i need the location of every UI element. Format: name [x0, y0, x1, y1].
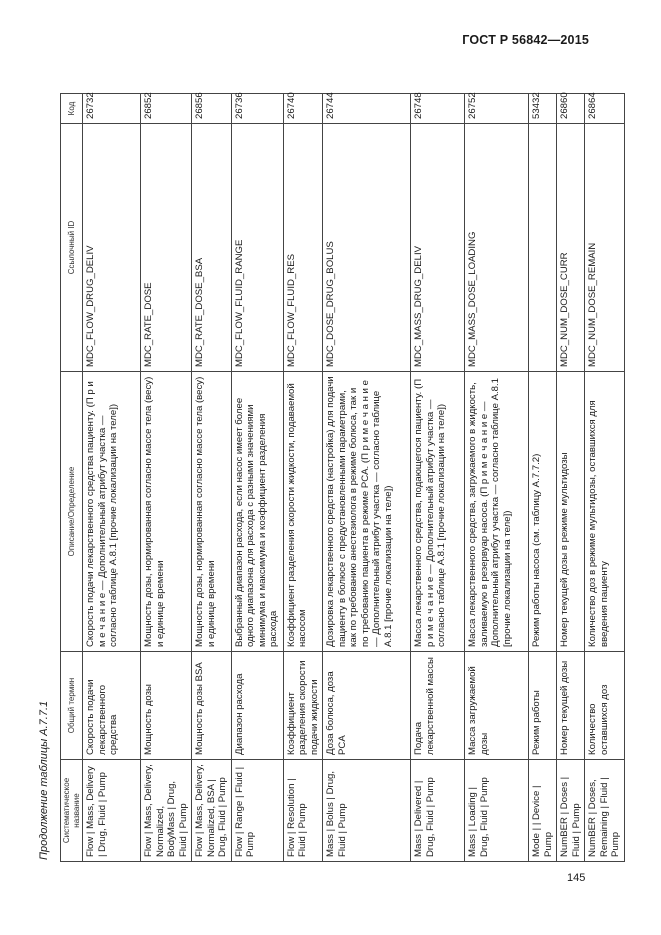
col-header-definition: Описание/Определение [61, 372, 83, 652]
cell-code: 26752 [465, 94, 529, 124]
cell-systematic: Flow | Mass, Delivery, Normalized, BodyMass | Drug, Fluid | Pump [141, 760, 192, 862]
cell-definition: Мощность дозы, нормированная согласно массе тела (весу) и единице времени [141, 372, 192, 652]
table-row [192, 94, 232, 862]
cell-common: Мощность дозы [141, 652, 192, 760]
table-row [585, 94, 625, 862]
cell-ref-id: MDC_MASS_DOSE_LOADING [465, 124, 529, 372]
cell-systematic: Flow | Mass, Delivery, Normalized, BSA | Drug, Fluid | Pump [192, 760, 232, 862]
cell-common: Коэффициент разделения скорости подачи жидкости [283, 652, 323, 760]
col-header-systematic: Систематическое название [61, 760, 83, 862]
page-number: 145 [567, 872, 586, 884]
table-row [83, 94, 141, 862]
cell-common: Мощность дозы BSA [192, 652, 232, 760]
cell-code: 26744 [323, 94, 411, 124]
cell-definition: Коэффициент разделения скорости жидкости, подаваемой насосом [283, 372, 323, 652]
cell-common: Диапазон расхода [231, 652, 283, 760]
cell-code: 26852 [141, 94, 192, 124]
cell-systematic: Flow | Range | Fluid | Pump [231, 760, 283, 862]
cell-common: Количество оставшихся доз [585, 652, 625, 760]
cell-code: 26740 [283, 94, 323, 124]
cell-code: 53432 [529, 94, 557, 124]
col-header-ref-id: Ссылочный ID [61, 124, 83, 372]
cell-definition: Масса лекарственного средства, загружаемого в жидкость, заливаемую в резервуар насоса. (П р и м е ч а н и е — Дополнительный атрибут участка — согласно таблице А.8.1 [прочие локализации на теле]) [465, 372, 529, 652]
cell-systematic: Mass | Loading | Drug, Fluid | Pump [465, 760, 529, 862]
cell-common: Подача лекарственной массы [411, 652, 465, 760]
cell-definition: Мощность дозы, нормированная согласно массе тела (весу) и единице времени [192, 372, 232, 652]
cell-ref-id: MDC_FLOW_FLUID_RES [283, 124, 323, 372]
cell-systematic: Mode | | Device | Pump [529, 760, 557, 862]
cell-systematic: NumBER | Doses | Fluid | Pump [557, 760, 585, 862]
cell-systematic: Mass | Delivered | Drug, Fluid | Pump [411, 760, 465, 862]
table-container [60, 92, 621, 862]
table-row [231, 94, 283, 862]
cell-definition: Выбранный диапазон расхода, если насос имеет более одного диапазона для расхода с разными значениями минимума и максимума и коэффициент разделения расхода [231, 372, 283, 652]
cell-definition: Количество доз в режиме мультидозы, оставшихся для введения пациенту [585, 372, 625, 652]
table-row [323, 94, 411, 862]
cell-ref-id: MDC_DOSE_DRUG_BOLUS [323, 124, 411, 372]
col-header-code: Код [61, 94, 83, 124]
cell-ref-id [529, 124, 557, 372]
cell-definition: Дозировка лекарственного средства (настройка) для подачи пациенту в болюсе с предустановленными параметрами, как по требованию анестезиолога в режиме болюса, так и по требованию пациента в режиме PCA. (П р и м е ч а н и е — Дополнительный атрибут участка — согласно таблице А.8.1 [прочие локализации на теле]) [323, 372, 411, 652]
cell-common: Скорость подачи лекарственного средства [83, 652, 141, 760]
table-row [141, 94, 192, 862]
table-row [529, 94, 557, 862]
cell-code: 26864 [585, 94, 625, 124]
table-row [411, 94, 465, 862]
cell-code: 26748 [411, 94, 465, 124]
cell-definition: Номер текущей дозы в режиме мультидозы [557, 372, 585, 652]
cell-common: Номер текущей дозы [557, 652, 585, 760]
cell-code: 26732 [83, 94, 141, 124]
rotated-table-frame [60, 92, 621, 862]
col-header-common: Общий термин [61, 652, 83, 760]
cell-code: 26856 [192, 94, 232, 124]
cell-common: Доза болюса, доза PCA [323, 652, 411, 760]
cell-systematic: Flow | Resolution | Fluid | Pump [283, 760, 323, 862]
cell-ref-id: MDC_NUM_DOSE_CURR [557, 124, 585, 372]
document-standard-header: ГОСТ Р 56842—2015 [462, 33, 589, 47]
cell-definition: Скорость подачи лекарственного средства пациенту. (П р и м е ч а н и е — Дополнительный атрибут участка — согласно таблице А.8.1 [прочие локализации на теле]) [83, 372, 141, 652]
terminology-table [60, 93, 625, 862]
cell-common: Режим работы [529, 652, 557, 760]
cell-ref-id: MDC_FLOW_FLUID_RANGE [231, 124, 283, 372]
cell-definition: Режим работы насоса (см. таблицу А.7.7.2) [529, 372, 557, 652]
cell-code: 26736 [231, 94, 283, 124]
cell-systematic: Mass | Bolus | Drug, Fluid | Pump [323, 760, 411, 862]
table-caption: Продолжение таблицы А.7.7.1 [38, 700, 50, 860]
cell-common: Масса загружаемой дозы [465, 652, 529, 760]
cell-systematic: NumBER | Doses, Remaining | Fluid | Pump [585, 760, 625, 862]
table-row [283, 94, 323, 862]
cell-ref-id: MDC_NUM_DOSE_REMAIN [585, 124, 625, 372]
cell-ref-id: MDC_MASS_DRUG_DELIV [411, 124, 465, 372]
cell-systematic: Flow | Mass, Delivery | Drug, Fluid | Pump [83, 760, 141, 862]
cell-code: 26860 [557, 94, 585, 124]
cell-ref-id: MDC_RATE_DOSE_BSA [192, 124, 232, 372]
cell-ref-id: MDC_RATE_DOSE [141, 124, 192, 372]
table-header-row [61, 94, 83, 862]
cell-ref-id: MDC_FLOW_DRUG_DELIV [83, 124, 141, 372]
cell-definition: Масса лекарственного средства, подающегося пациенту. (П р и м е ч а н и е — Дополнительный атрибут участка — согласно таблице А.8.1 [прочие локализации на теле]) [411, 372, 465, 652]
table-row [465, 94, 529, 862]
table-row [557, 94, 585, 862]
